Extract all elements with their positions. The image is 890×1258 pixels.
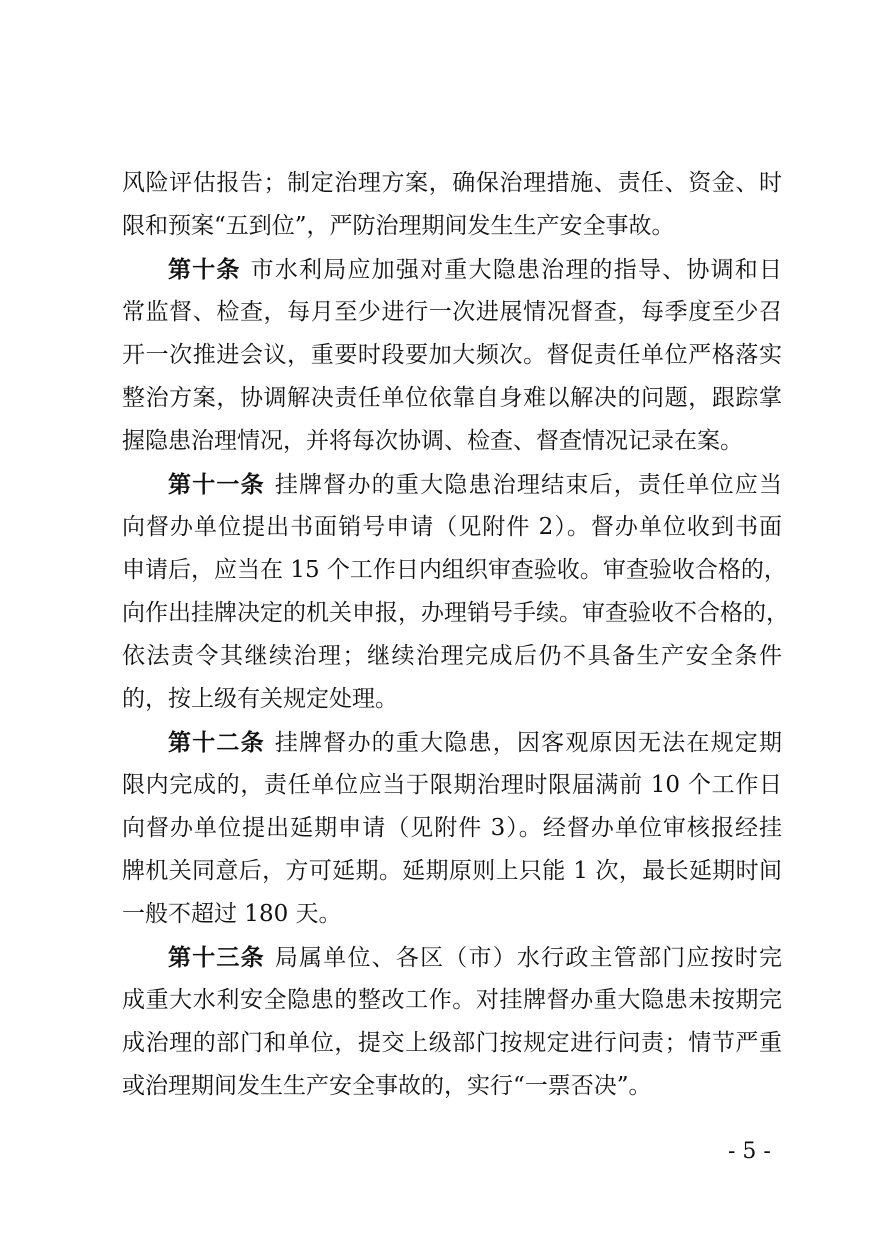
paragraph-line: 一般不超过 180 天。 [122,901,342,927]
paragraph-text: 挂牌督办的重大隐患，因客观原因无法在规定期 [274,730,783,756]
paragraph-line: 握隐患治理情况，并将每次协调、检查、督查情况记录在案。 [122,428,743,454]
paragraph-first-line [122,463,782,506]
paragraph-line: 申请后，应当在 15 个工作日内组织审查验收。审查验收合格的， [122,557,787,583]
paragraph-text: 挂牌督办的重大隐患治理结束后，责任单位应当 [274,472,783,498]
article-heading: 第十三条 [168,944,265,971]
paragraph-line: 限内完成的，责任单位应当于限期治理时限届满前 10 个工作日 [122,772,782,798]
paragraph-line: 向督办单位提出延期申请（见附件 3）。经督办单位审核报经挂 [122,815,782,841]
article-heading: 第十二条 [168,729,265,756]
paragraph-line: 成重大水利安全隐患的整改工作。对挂牌督办重大隐患未按期完 [122,987,782,1013]
paragraph-line: 向督办单位提出书面销号申请（见附件 2）。督办单位收到书面 [122,514,782,540]
paragraph-line: 依法责令其继续治理；继续治理完成后仍不具备生产安全条件 [122,643,782,669]
paragraph-text: 局属单位、各区（市）水行政主管部门应按时完 [274,945,783,971]
article-heading: 第十一条 [168,471,265,498]
paragraph-line: 成治理的部门和单位，提交上级部门按规定进行问责；情节严重 [122,1030,782,1056]
paragraph-first-line [122,936,782,979]
paragraph-line: 或治理期间发生生产安全事故的，实行“一票否决”。 [122,1073,652,1099]
paragraph-line: 整治方案，协调解决责任单位依靠自身难以解决的问题，跟踪掌 [122,385,782,411]
paragraph-line: 开一次推进会议，重要时段要加大频次。督促责任单位严格落实 [122,342,782,368]
paragraph-text: 市水利局应加强对重大隐患治理的指导、协调和日 [250,257,782,283]
paragraph-line: 向作出挂牌决定的机关申报，办理销号手续。审查验收不合格的， [122,600,789,626]
document-body [122,162,789,1108]
paragraph-line: 风险评估报告；制定治理方案，确保治理措施、责任、资金、时 [122,170,782,196]
page-number: - 5 - [728,1139,771,1164]
paragraph-line: 常监督、检查，每月至少进行一次进展情况督查，每季度至少召 [122,299,782,325]
paragraph-first-line [122,721,782,764]
paragraph-first-line [122,248,782,291]
paragraph-line: 的，按上级有关规定处理。 [122,686,398,712]
paragraph-line: 限和预案“五到位”，严防治理期间发生生产安全事故。 [122,213,675,239]
paragraph-line: 牌机关同意后，方可延期。延期原则上只能 1 次，最长延期时间 [122,858,782,884]
article-heading: 第十条 [168,256,241,283]
